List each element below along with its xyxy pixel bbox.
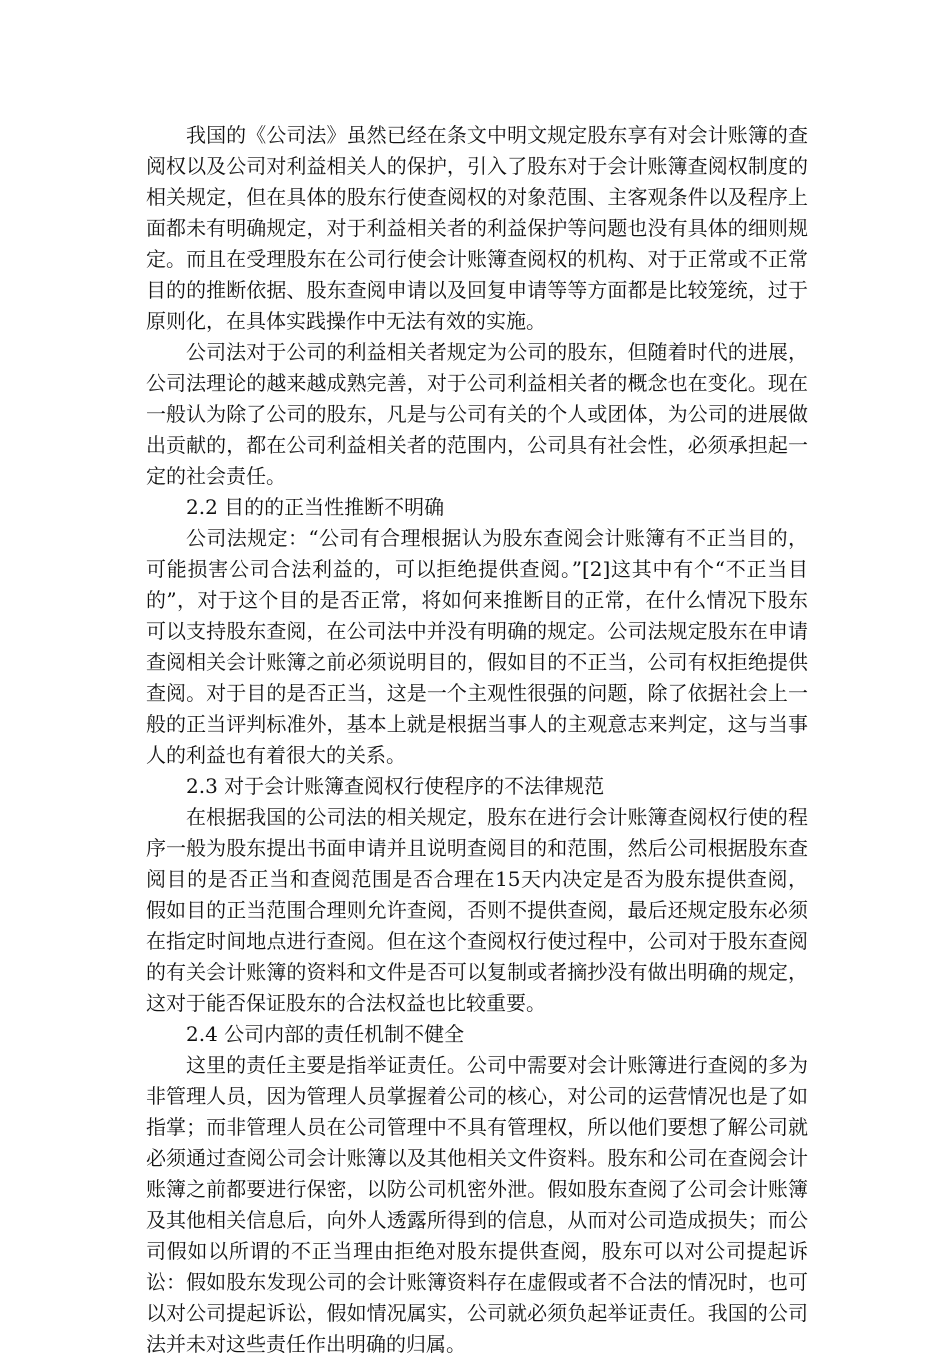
section-heading-2-2: 2.2 目的的正当性推断不明确 (186, 495, 445, 519)
paragraph-procedure: 在根据我国的公司法的相关规定，股东在进行会计账簿查阅权行使的程序一般为股东提出书面申请并且说明查阅目的和范围，然后公司根据股东查阅目的是否正当和查阅范围是否合理在15天内决定是否为股东提供查阅，假如目的正当范围合理则允许查阅，否则不提供查阅，最后还规定股东必须在指定时间地点进行查阅。但在这个查阅权行使过程中，公司对于股东查阅的有关会计账簿的资料和文件是否可以复制或者摘抄没有做出明确的规定，这对于能否保证股东的合法权益也比较重要。 (146, 805, 808, 1015)
section-heading-2-4: 2.4 公司内部的责任机制不健全 (186, 1022, 465, 1046)
paragraph-purpose: 公司法规定：“公司有合理根据认为股东查阅会计账簿有不正当目的，可能损害公司合法利益的，可以拒绝提供查阅。”[2]这其中有个“不正当目的”，对于这个目的是否正常，将如何来推断目的正常，在什么情况下股东可以支持股东查阅，在公司法中并没有明确的规定。公司法规定股东在申请查阅相关会计账簿之前必须说明目的，假如目的不正当，公司有权拒绝提供查阅。对于目的是否正当，这是一个主观性很强的问题，除了依据社会上一般的正当评判标准外，基本上就是根据当事人的主观意志来判定，这与当事人的利益也有着很大的关系。 (146, 526, 808, 767)
paragraph-intro: 我国的《公司法》虽然已经在条文中明文规定股东享有对会计账簿的查阅权以及公司对利益相关人的保护，引入了股东对于会计账簿查阅权制度的相关规定，但在具体的股东行使查阅权的对象范围、主客观条件以及程序上面都未有明确规定，对于利益相关者的利益保护等问题也没有具体的细则规定。而且在受理股东在公司行使会计账簿查阅权的机构、对于正常或不正常目的的推断依据、股东查阅申请以及回复申请等等方面都是比较笼统，过于原则化，在具体实践操作中无法有效的实施。 (146, 123, 808, 333)
paragraph-responsibility: 这里的责任主要是指举证责任。公司中需要对会计账簿进行查阅的多为非管理人员，因为管理人员掌握着公司的核心，对公司的运营情况也是了如指掌；而非管理人员在公司管理中不具有管理权，所以他们要想了解公司就必须通过查阅公司会计账簿以及其他相关文件资料。股东和公司在查阅会计账簿之前都要进行保密，以防公司机密外泄。假如股东查阅了公司会计账簿及其他相关信息后，向外人透露所得到的信息，从而对公司造成损失；而公司假如以所谓的不正当理由拒绝对股东提供查阅，股东可以对公司提起诉讼：假如股东发现公司的会计账簿资料存在虚假或者不合法的情况时，也可以对公司提起诉讼，假如情况属实，公司就必须负起举证责任。我国的公司法并未对这些责任作出明确的归属。 (146, 1053, 808, 1356)
document-body (146, 120, 808, 1360)
section-heading-2-3: 2.3 对于会计账簿查阅权行使程序的不法律规范 (186, 774, 605, 798)
paragraph-stakeholders: 公司法对于公司的利益相关者规定为公司的股东，但随着时代的进展，公司法理论的越来越成熟完善，对于公司利益相关者的概念也在变化。现在一般认为除了公司的股东，凡是与公司有关的个人或团体，为公司的进展做出贡献的，都在公司利益相关者的范围内，公司具有社会性，必须承担起一定的社会责任。 (146, 340, 808, 488)
